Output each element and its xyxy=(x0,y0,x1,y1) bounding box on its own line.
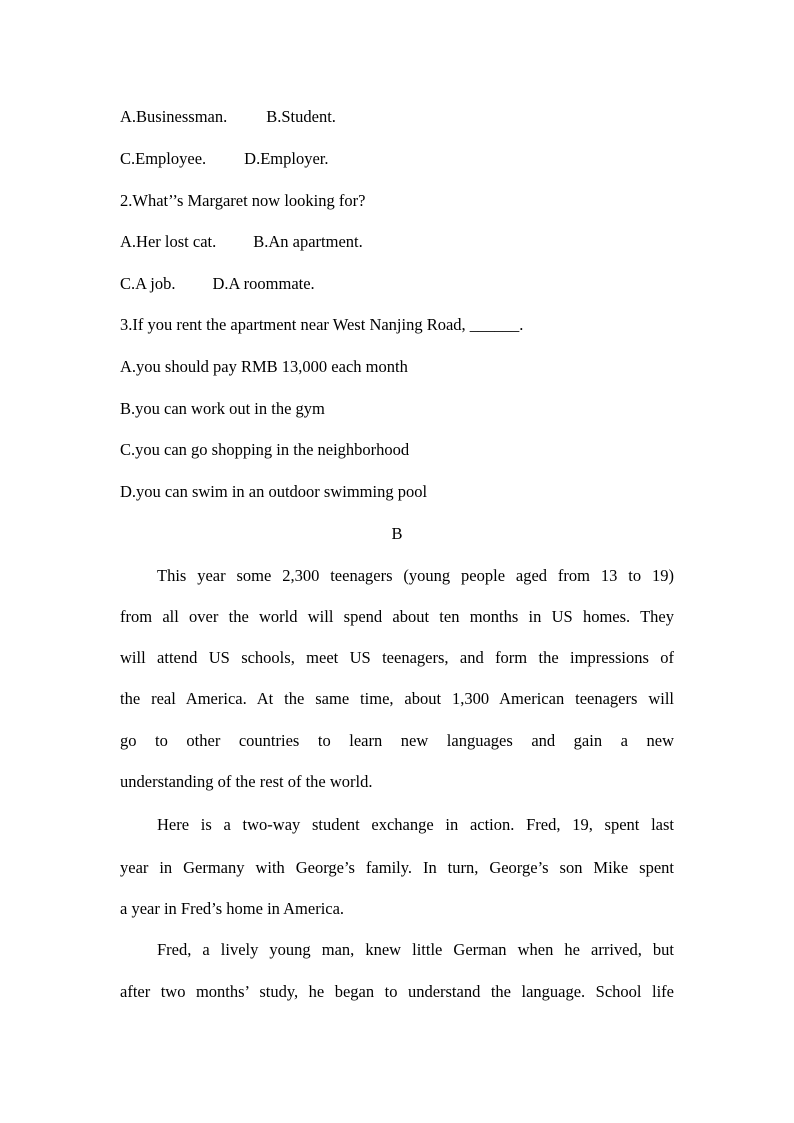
q3-option-c: C.you can go shopping in the neighborhood xyxy=(120,440,410,459)
q3-option-a: A.you should pay RMB 13,000 each month xyxy=(120,357,408,376)
q1-option-b: B.Student. xyxy=(266,107,336,126)
paragraph-line: Here is a two-way student exchange in action. Fred, 19, spent last xyxy=(157,815,674,834)
q2-option-b: B.An apartment. xyxy=(253,232,363,251)
q2-options-row-2 xyxy=(120,274,315,294)
paragraph-line: This year some 2,300 teenagers (young people aged from 13 to 19) xyxy=(157,566,674,585)
q2-stem: 2.What’’s Margaret now looking for? xyxy=(120,191,366,210)
paragraph-line: will attend US schools, meet US teenagers, and form the impressions of xyxy=(120,648,674,667)
q1-option-d: D.Employer. xyxy=(244,149,329,168)
section-label: B xyxy=(391,524,403,543)
q2-options-row-1 xyxy=(120,232,363,252)
q1-option-a: A.Businessman. xyxy=(120,107,228,126)
paragraph-line: from all over the world will spend about ten months in US homes. They xyxy=(120,607,674,626)
paragraph-line: year in Germany with George’s family. In turn, George’s son Mike spent xyxy=(120,858,674,877)
paragraph-line: the real America. At the same time, about 1,300 American teenagers will xyxy=(120,689,674,708)
q2-option-c: C.A job. xyxy=(120,274,176,293)
q3-option-d: D.you can swim in an outdoor swimming pool xyxy=(120,482,428,501)
paragraph-line: go to other countries to learn new languages and gain a new xyxy=(120,731,674,750)
q1-options-row-2 xyxy=(120,149,328,169)
q2-option-a: A.Her lost cat. xyxy=(120,232,217,251)
q3-option-b: B.you can work out in the gym xyxy=(120,399,325,418)
paragraph-line: understanding of the rest of the world. xyxy=(120,772,373,791)
q3-stem: 3.If you rent the apartment near West Nanjing Road, ______. xyxy=(120,315,524,334)
paragraph-line: a year in Fred’s home in America. xyxy=(120,899,345,918)
paragraph-line: after two months’ study, he began to understand the language. School life xyxy=(120,982,674,1001)
q1-option-c: C.Employee. xyxy=(120,149,207,168)
q1-options-row-1 xyxy=(120,107,336,127)
q2-option-d: D.A roommate. xyxy=(212,274,315,293)
paragraph-line: Fred, a lively young man, knew little German when he arrived, but xyxy=(157,940,674,959)
